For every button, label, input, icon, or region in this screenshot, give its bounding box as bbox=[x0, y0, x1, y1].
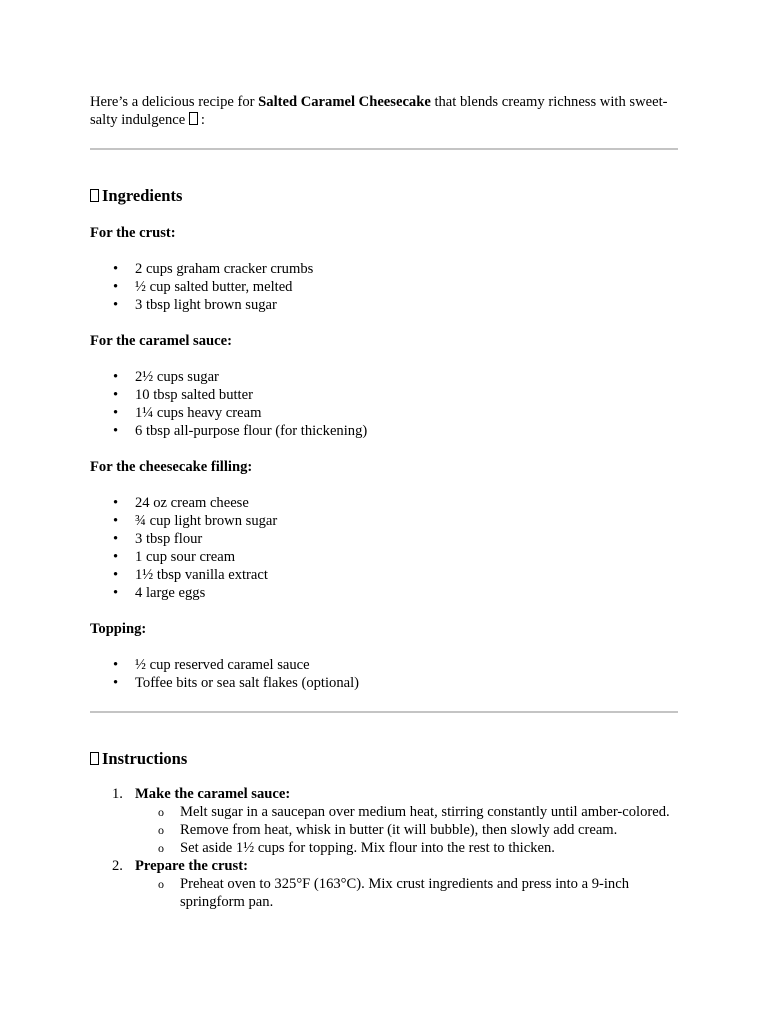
list-item: • 4 large eggs bbox=[90, 584, 678, 602]
instruction-step bbox=[90, 785, 678, 857]
ingredient-list-caramel bbox=[90, 368, 678, 440]
step-number: 1. bbox=[112, 786, 123, 802]
intro-end: : bbox=[200, 112, 205, 128]
list-item: • ¾ cup light brown sugar bbox=[90, 512, 678, 530]
instruction-step bbox=[90, 857, 678, 911]
substep: o Remove from heat, whisk in butter (it will bubble), then slowly add cream. bbox=[135, 821, 678, 839]
divider bbox=[90, 711, 678, 713]
substep-list bbox=[135, 803, 678, 857]
list-item: • 2 cups graham cracker crumbs bbox=[90, 260, 678, 278]
list-item: • ½ cup reserved caramel sauce bbox=[90, 656, 678, 674]
step-title: Prepare the crust: bbox=[135, 858, 248, 874]
missing-emoji-icon bbox=[189, 112, 198, 125]
substep: o Preheat oven to 325°F (163°C). Mix crust ingredients and press into a 9-inch springform pan. bbox=[135, 875, 678, 911]
intro-paragraph bbox=[90, 93, 678, 129]
step-number: 2. bbox=[112, 858, 123, 874]
list-item: • 2½ cups sugar bbox=[90, 368, 678, 386]
group-label-topping: Topping: bbox=[90, 621, 147, 637]
instructions-heading-text: Instructions bbox=[102, 749, 188, 768]
step-title: Make the caramel sauce: bbox=[135, 786, 291, 802]
list-item: • Toffee bits or sea salt flakes (optional) bbox=[90, 674, 678, 692]
instructions-heading bbox=[90, 749, 678, 769]
list-item: • 1½ tbsp vanilla extract bbox=[90, 566, 678, 584]
substep-list bbox=[135, 875, 678, 911]
divider bbox=[90, 148, 678, 150]
intro-suffix: that blends creamy richness with sweet-salty indulgence bbox=[90, 94, 668, 128]
list-item: • 1 cup sour cream bbox=[90, 548, 678, 566]
list-item: • 24 oz cream cheese bbox=[90, 494, 678, 512]
list-item: • 1¼ cups heavy cream bbox=[90, 404, 678, 422]
ingredients-heading-text: Ingredients bbox=[102, 186, 183, 205]
intro-prefix: Here’s a delicious recipe for bbox=[90, 94, 259, 110]
group-label-crust: For the crust: bbox=[90, 225, 176, 241]
list-item: • 3 tbsp flour bbox=[90, 530, 678, 548]
ingredient-list-filling bbox=[90, 494, 678, 602]
list-item: • 10 tbsp salted butter bbox=[90, 386, 678, 404]
list-item: • 3 tbsp light brown sugar bbox=[90, 296, 678, 314]
ingredient-list-topping bbox=[90, 656, 678, 692]
list-item: • 6 tbsp all-purpose flour (for thickening) bbox=[90, 422, 678, 440]
instruction-steps bbox=[90, 785, 678, 911]
ingredients-heading bbox=[90, 186, 678, 206]
recipe-title: Salted Caramel Cheesecake bbox=[258, 94, 431, 110]
missing-emoji-icon bbox=[90, 189, 99, 202]
missing-emoji-icon bbox=[90, 752, 99, 765]
substep: o Melt sugar in a saucepan over medium heat, stirring constantly until amber-colored. bbox=[135, 803, 678, 821]
group-label-caramel: For the caramel sauce: bbox=[90, 333, 232, 349]
list-item: • ½ cup salted butter, melted bbox=[90, 278, 678, 296]
group-label-filling: For the cheesecake filling: bbox=[90, 459, 253, 475]
substep: o Set aside 1½ cups for topping. Mix flour into the rest to thicken. bbox=[135, 839, 678, 857]
ingredient-list-crust bbox=[90, 260, 678, 314]
